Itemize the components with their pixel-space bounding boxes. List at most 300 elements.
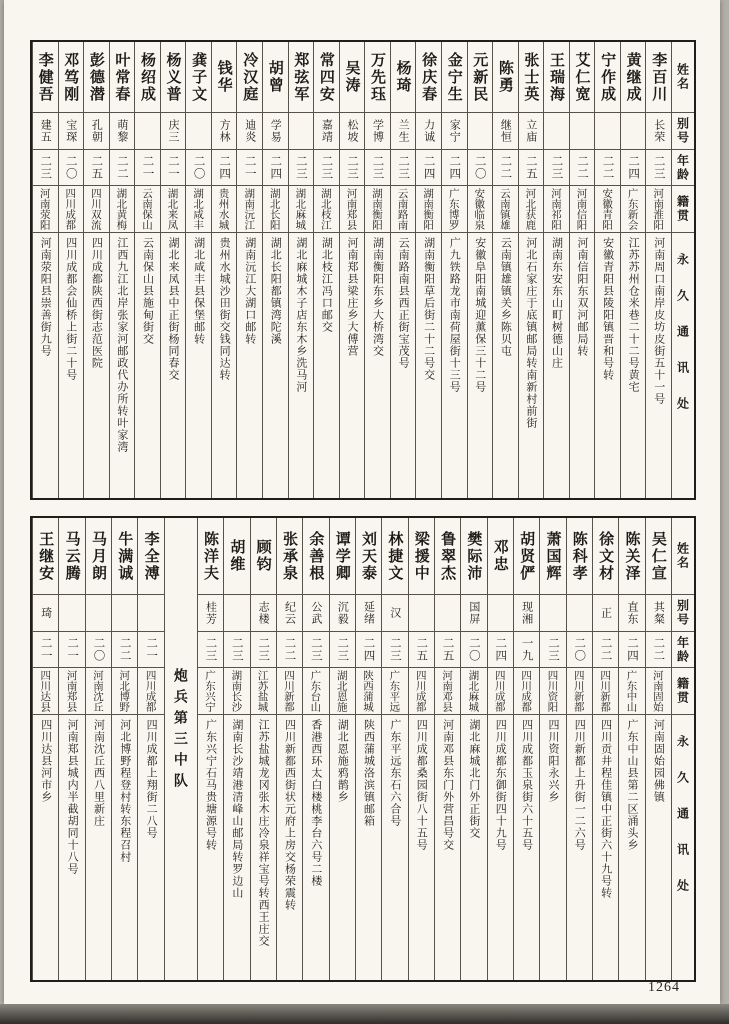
person-name: 王瑞海: [547, 51, 565, 103]
person-address: 湖南长沙靖港清峰山邮局转罗边山: [230, 719, 243, 899]
person-age: 二二: [601, 155, 614, 180]
person-age: 二二: [115, 155, 128, 180]
person-address-cell: [442, 232, 467, 498]
person-column: [339, 42, 365, 498]
person-native: 四川成都: [414, 670, 427, 712]
person-age: 二四: [218, 155, 231, 180]
person-address: 湖南衡阳草后街二十二号交: [422, 237, 435, 381]
person-name: 冷汉庭: [241, 51, 259, 103]
person-native-cell: [314, 185, 339, 232]
person-age-cell: [314, 149, 339, 185]
person-name-cell: [409, 518, 434, 594]
person-address-cell: [365, 232, 390, 498]
person-alias-cell: [110, 112, 135, 149]
top-roster-table: [30, 40, 696, 500]
person-native-cell: [59, 185, 84, 232]
person-name: 李全溥: [142, 530, 160, 582]
person-age: 二四: [627, 155, 640, 180]
person-name: 鲁翠杰: [439, 530, 457, 582]
person-name-cell: [567, 518, 592, 594]
person-native-cell: [468, 185, 493, 232]
person-native-cell: [277, 667, 302, 714]
person-alias: 兰生: [397, 119, 410, 143]
header-address-label: 永久通讯处: [675, 735, 690, 915]
person-alias: 学博: [371, 119, 384, 143]
person-name: 艾仁宽: [573, 51, 591, 103]
person-native-cell: [86, 667, 111, 714]
person-age: 二三: [320, 155, 333, 180]
unit-label-cell: [165, 518, 197, 980]
person-column: [492, 42, 518, 498]
person-age-cell: [251, 631, 276, 667]
person-age-cell: [461, 631, 486, 667]
person-alias-cell: [224, 594, 249, 631]
person-age-cell: [138, 631, 163, 667]
person-address: 湖北咸丰县保堡邮转: [192, 237, 205, 345]
person-address: 陕西蒲城洛滨镇邮箱: [362, 719, 375, 827]
person-age-cell: [435, 631, 460, 667]
person-column: [250, 518, 276, 980]
header-name-label: 姓名: [675, 542, 690, 570]
person-age: 一九: [520, 637, 533, 662]
paper: [4, 0, 720, 1004]
person-address-cell: [198, 714, 223, 980]
person-age-cell: [540, 631, 565, 667]
person-native: 湖北麻城: [467, 670, 480, 712]
person-address-cell: [251, 714, 276, 980]
person-age: 二二: [599, 637, 612, 662]
person-age: 二二: [652, 637, 665, 662]
person-name: 徐文材: [597, 530, 615, 582]
person-name: 刘天泰: [360, 530, 378, 582]
header-name-label: 姓名: [675, 63, 690, 91]
person-name-cell: [86, 518, 111, 594]
person-alias-cell: [646, 112, 671, 149]
person-address: 河南郑县梁庄乡大傅营: [345, 237, 358, 357]
person-address: 广九铁路龙市南荷屋街十三号: [448, 237, 461, 393]
person-name: 牛满诚: [116, 530, 134, 582]
person-column: [32, 42, 58, 498]
person-alias: 宝琛: [64, 119, 77, 143]
person-name: 萧国辉: [544, 530, 562, 582]
person-age-cell: [237, 149, 262, 185]
person-column: [83, 42, 109, 498]
person-address-cell: [86, 714, 111, 980]
bottom-roster-table: [30, 516, 696, 982]
person-native: 四川成都: [493, 670, 506, 712]
person-address-cell: [33, 714, 58, 980]
header-alias-label: 别号: [675, 117, 690, 145]
person-native: 河北博野: [118, 670, 131, 712]
person-age-cell: [567, 631, 592, 667]
person-name-cell: [112, 518, 137, 594]
header-alias-cell: [672, 594, 694, 631]
person-address-cell: [356, 714, 381, 980]
person-address: 四川资阳永兴乡: [546, 719, 559, 803]
person-age: 二〇: [473, 155, 486, 180]
person-age-cell: [198, 631, 223, 667]
person-name: 杨绍成: [138, 51, 156, 103]
person-age-cell: [277, 631, 302, 667]
person-age: 二三: [550, 155, 563, 180]
person-native: 四川成都: [520, 670, 533, 712]
person-column: [390, 42, 416, 498]
person-name-cell: [382, 518, 407, 594]
person-age-cell: [570, 149, 595, 185]
header-alias-cell: [672, 112, 694, 149]
person-alias-cell: [263, 112, 288, 149]
person-name: 吴涛: [343, 60, 361, 94]
person-name-cell: [340, 42, 365, 112]
person-native-cell: [519, 185, 544, 232]
person-address: 贵州水城沙田街交钱同达转: [218, 237, 231, 381]
person-address: 广东兴宁石马贵塘源号转: [204, 719, 217, 851]
person-address-cell: [135, 232, 160, 498]
person-age-cell: [289, 149, 314, 185]
person-native: 湖南长沙: [230, 670, 243, 712]
person-alias-cell: [468, 112, 493, 149]
person-age: 二三: [397, 155, 410, 180]
person-alias: 力诚: [422, 119, 435, 143]
person-address-cell: [186, 232, 211, 498]
person-age-cell: [488, 631, 513, 667]
person-age: 二四: [448, 155, 461, 180]
person-address-cell: [514, 714, 539, 980]
person-age-cell: [112, 631, 137, 667]
person-native-cell: [212, 185, 237, 232]
person-address: 香港西环太白楼桃李台六号二楼: [309, 719, 322, 887]
person-age-cell: [161, 149, 186, 185]
person-native: 四川资阳: [546, 670, 559, 712]
person-column: [134, 42, 160, 498]
person-address: 安徽青阳县陵阳镇晋和号转: [601, 237, 614, 381]
person-alias: 直东: [625, 601, 638, 625]
person-age: 二五: [524, 155, 537, 180]
person-native: 江苏盐城: [256, 670, 269, 712]
person-name: 宁作成: [599, 51, 617, 103]
person-alias-cell: [382, 594, 407, 631]
person-native: 广东兴宁: [203, 670, 216, 712]
person-age: 二二: [576, 155, 589, 180]
person-age: 二四: [494, 637, 507, 662]
person-native: 广东中山: [625, 670, 638, 712]
person-native-cell: [461, 667, 486, 714]
person-address-cell: [461, 714, 486, 980]
person-address: 四川新都西街状元府上房交杨荣震转: [283, 719, 296, 911]
person-alias: 其粲: [652, 601, 665, 625]
person-address: 河南信阳东双河邮局转: [576, 237, 589, 357]
person-name-cell: [277, 518, 302, 594]
person-native-cell: [365, 185, 390, 232]
person-name: 陈勇: [496, 60, 514, 94]
page-number: 1264: [648, 980, 680, 995]
person-native-cell: [391, 185, 416, 232]
person-column: [539, 518, 565, 980]
person-column: [211, 42, 237, 498]
unit-column: [164, 518, 197, 980]
person-column: [329, 518, 355, 980]
person-alias-cell: [112, 594, 137, 631]
person-name-cell: [416, 42, 441, 112]
person-name: 余善根: [307, 530, 325, 582]
person-alias-cell: [84, 112, 109, 149]
person-address-cell: [391, 232, 416, 498]
person-native: 四川双流: [89, 188, 102, 230]
person-native-cell: [593, 667, 618, 714]
person-native: 安徽青阳: [601, 188, 614, 230]
person-native-cell: [138, 667, 163, 714]
person-age: 二〇: [192, 155, 205, 180]
person-age-cell: [263, 149, 288, 185]
person-age: 二一: [141, 155, 154, 180]
person-address: 四川成都会仙桥上街二十号: [64, 237, 77, 381]
person-name-cell: [33, 518, 58, 594]
person-name: 李健吾: [36, 51, 54, 103]
person-name: 徐庆春: [420, 51, 438, 103]
person-address-cell: [212, 232, 237, 498]
person-native: 陕西蒲城: [362, 670, 375, 712]
person-name: 龚子文: [190, 51, 208, 103]
header-age-cell: [672, 631, 694, 667]
person-column: [262, 42, 288, 498]
person-name-cell: [488, 518, 513, 594]
person-native-cell: [198, 667, 223, 714]
person-column: [197, 518, 223, 980]
person-address: 广东平远东石六合号: [388, 719, 401, 827]
person-name-cell: [251, 518, 276, 594]
person-native: 四川成都: [64, 188, 77, 230]
person-age: 二三: [309, 637, 322, 662]
person-age-cell: [59, 631, 84, 667]
person-native-cell: [409, 667, 434, 714]
person-name: 吴仁宣: [649, 530, 667, 582]
person-address: 河南周口南岸皮坊皮街五十一号: [652, 237, 665, 405]
person-name: 叶常春: [113, 51, 131, 103]
person-age: 二三: [294, 155, 307, 180]
person-age: 二三: [388, 637, 401, 662]
person-age-cell: [409, 631, 434, 667]
person-name-cell: [330, 518, 355, 594]
person-alias-cell: [340, 112, 365, 149]
person-name-cell: [646, 42, 671, 112]
person-native-cell: [135, 185, 160, 232]
person-age-cell: [619, 631, 644, 667]
person-address-cell: [59, 232, 84, 498]
person-native-cell: [493, 185, 518, 232]
person-age-cell: [416, 149, 441, 185]
person-age-cell: [519, 149, 544, 185]
person-address: 湖北来凤县中正街杨同春交: [167, 237, 180, 381]
person-age-cell: [544, 149, 569, 185]
person-age: 二三: [345, 155, 358, 180]
person-alias: 萌黎: [115, 119, 128, 143]
person-age: 二二: [118, 637, 131, 662]
header-native-label: 籍贯: [675, 677, 690, 705]
person-name-cell: [59, 42, 84, 112]
person-native-cell: [186, 185, 211, 232]
person-name-cell: [442, 42, 467, 112]
person-name: 樊际沛: [465, 530, 483, 582]
person-address-cell: [303, 714, 328, 980]
person-alias-cell: [493, 112, 518, 149]
person-name: 胡维: [228, 539, 246, 573]
person-address: 河南荥阳县崇善街九号: [39, 237, 52, 357]
person-native-cell: [289, 185, 314, 232]
person-age-cell: [442, 149, 467, 185]
person-native-cell: [595, 185, 620, 232]
person-name-cell: [263, 42, 288, 112]
unit-label: 炮兵第三中队: [172, 668, 189, 794]
person-address: 四川成都玉泉街六十五号: [520, 719, 533, 851]
person-name-cell: [237, 42, 262, 112]
person-address-cell: [340, 232, 365, 498]
header-native-cell: [672, 667, 694, 714]
person-name: 钱华: [215, 60, 233, 94]
person-name-cell: [289, 42, 314, 112]
person-native: 湖北来凤: [166, 188, 179, 230]
person-alias-cell: [595, 112, 620, 149]
person-column: [109, 42, 135, 498]
person-column: [85, 518, 111, 980]
person-age-cell: [468, 149, 493, 185]
person-age-cell: [59, 149, 84, 185]
person-address-cell: [493, 232, 518, 498]
person-address-cell: [289, 232, 314, 498]
person-address-cell: [435, 714, 460, 980]
person-name: 金宁生: [445, 51, 463, 103]
person-age-cell: [514, 631, 539, 667]
person-age-cell: [365, 149, 390, 185]
person-native-cell: [646, 185, 671, 232]
header-alias-label: 别号: [675, 599, 690, 627]
person-address-cell: [237, 232, 262, 498]
person-address: 江苏盐城龙冈张木庄冷泉祥宝号转西王庄交: [257, 719, 270, 947]
person-alias-cell: [198, 594, 223, 631]
person-address-cell: [593, 714, 618, 980]
person-address: 湖南东安东山町树德山庄: [550, 237, 563, 369]
person-address: 四川成都东御街四十九号: [494, 719, 507, 851]
person-alias-cell: [416, 112, 441, 149]
person-native: 湖北黄梅: [115, 188, 128, 230]
person-name: 马云腾: [63, 530, 81, 582]
person-native-cell: [161, 185, 186, 232]
person-alias-cell: [409, 594, 434, 631]
header-name-cell: [672, 42, 694, 112]
person-age-cell: [493, 149, 518, 185]
person-age: 二二: [283, 637, 296, 662]
person-native: 河南祁阳: [549, 188, 562, 230]
person-age-cell: [382, 631, 407, 667]
person-address-cell: [161, 232, 186, 498]
person-address-cell: [567, 714, 592, 980]
person-native-cell: [224, 667, 249, 714]
person-native-cell: [237, 185, 262, 232]
person-name-cell: [356, 518, 381, 594]
person-age-cell: [303, 631, 328, 667]
header-address-cell: [672, 232, 694, 498]
person-native: 湖南衡阳: [371, 188, 384, 230]
person-address-cell: [540, 714, 565, 980]
person-alias-cell: [540, 594, 565, 631]
person-native: 河北获鹿: [524, 188, 537, 230]
person-name: 胡曾: [266, 60, 284, 94]
person-native-cell: [330, 667, 355, 714]
person-address: 河南郑县城内半截胡同十八号: [66, 719, 79, 875]
person-name-cell: [468, 42, 493, 112]
person-name-cell: [186, 42, 211, 112]
person-column: [276, 518, 302, 980]
person-alias-cell: [86, 594, 111, 631]
header-native-label: 籍贯: [675, 195, 690, 223]
person-address-cell: [224, 714, 249, 980]
person-address-cell: [382, 714, 407, 980]
person-alias-cell: [435, 594, 460, 631]
person-column: [460, 518, 486, 980]
person-age: 二一: [243, 155, 256, 180]
person-native: 湖北麻城: [294, 188, 307, 230]
person-age: 二四: [269, 155, 282, 180]
person-name-cell: [493, 42, 518, 112]
person-native: 湖北咸丰: [192, 188, 205, 230]
person-address-cell: [138, 714, 163, 980]
person-name-cell: [391, 42, 416, 112]
person-name-cell: [110, 42, 135, 112]
person-age-cell: [86, 631, 111, 667]
person-column: [441, 42, 467, 498]
person-alias-cell: [619, 594, 644, 631]
person-alias: 孔朝: [90, 119, 103, 143]
person-address-cell: [646, 714, 671, 980]
person-column: [513, 518, 539, 980]
person-native: 河南淮阳: [652, 188, 665, 230]
person-name: 杨琦: [394, 60, 412, 94]
person-column: [618, 518, 644, 980]
person-alias-cell: [289, 112, 314, 149]
person-alias-cell: [514, 594, 539, 631]
person-alias-cell: [365, 112, 390, 149]
person-native: 四川新都: [599, 670, 612, 712]
person-address-cell: [595, 232, 620, 498]
person-alias: 公武: [309, 601, 322, 625]
person-native: 安徽临泉: [473, 188, 486, 230]
person-name-cell: [303, 518, 328, 594]
person-alias-cell: [544, 112, 569, 149]
person-age: 二三: [257, 637, 270, 662]
person-native-cell: [263, 185, 288, 232]
person-age-cell: [356, 631, 381, 667]
header-column-top: [671, 42, 694, 498]
person-name: 陈科孝: [570, 530, 588, 582]
person-column: [111, 518, 137, 980]
person-address: 湖南衡阳东乡大桥湾交: [371, 237, 384, 357]
person-alias-cell: [314, 112, 339, 149]
person-name-cell: [84, 42, 109, 112]
person-name: 张承泉: [281, 530, 299, 582]
person-alias: 志楼: [257, 601, 270, 625]
person-address-cell: [619, 714, 644, 980]
person-native: 河南郑县: [345, 188, 358, 230]
person-address-cell: [33, 232, 58, 498]
person-native-cell: [33, 667, 58, 714]
person-name: 陈洋夫: [201, 530, 219, 582]
person-column: [569, 42, 595, 498]
person-name: 邓笃刚: [62, 51, 80, 103]
person-age: 二〇: [573, 637, 586, 662]
person-name: 邓忠: [491, 539, 509, 573]
person-name-cell: [461, 518, 486, 594]
person-name: 万先珏: [369, 51, 387, 103]
person-native-cell: [567, 667, 592, 714]
